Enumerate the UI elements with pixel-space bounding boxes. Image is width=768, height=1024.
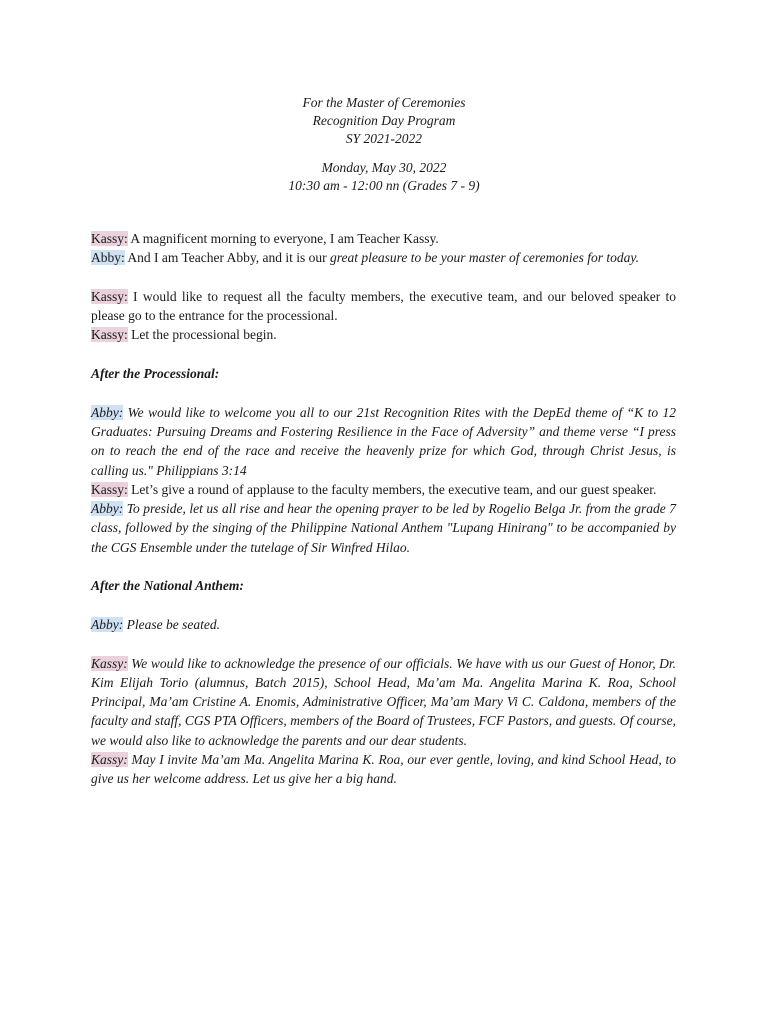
speaker-abby-label: Abby: <box>91 404 124 420</box>
script-line <box>91 287 676 326</box>
speaker-abby-label: Abby: <box>91 250 125 266</box>
section-heading-processional: After the Processional: <box>91 366 220 382</box>
program-header <box>0 94 768 195</box>
speaker-kassy-label: Kassy: <box>91 655 128 671</box>
line-text: Let’s give a round of applause to the faculty members, the executive team, and our guest speaker. <box>127 481 657 497</box>
speaker-abby-label: Abby: <box>91 501 124 517</box>
speaker-kassy-label: Kassy: <box>91 231 128 246</box>
line-text: To preside, let us all rise and hear the opening prayer to be led by Rogelio Belga Jr. from the grade 7 class, followed by the singing of the Philippine National Anthem "Lupang Hinirang" to be accompanied by the CGS Ensemble under the tutelage of Sir Winfred Hilao. <box>91 501 676 555</box>
line-text: I would like to request all the faculty members, the executive team, and our beloved speaker to please go to the entrance for the processional. <box>91 288 676 324</box>
line-text: And I am Teacher Abby, and it is our <box>124 250 331 266</box>
script-line <box>91 325 676 344</box>
script-body <box>91 229 676 789</box>
script-line <box>91 480 676 499</box>
script-line <box>91 229 676 248</box>
line-text: May I invite Ma’am Ma. Angelita Marina K. Roa, our ever gentle, loving, and kind School Head, to give us her welcome address. Let us give her a big hand. <box>91 752 676 787</box>
script-line <box>91 615 676 634</box>
line-text: A magnificent morning to everyone, I am Teacher Kassy. <box>127 231 439 246</box>
speaker-kassy-label: Kassy: <box>91 752 128 768</box>
script-line <box>91 248 676 267</box>
speaker-abby-label: Abby: <box>91 616 124 632</box>
speaker-kassy-label: Kassy: <box>91 327 128 343</box>
section-heading-national-anthem: After the National Anthem: <box>91 578 244 594</box>
header-program: Recognition Day Program <box>312 113 456 128</box>
header-school-year: SY 2021-2022 <box>345 131 423 146</box>
script-line <box>91 499 676 557</box>
line-text: Let the processional begin. <box>127 327 277 343</box>
line-text: We would like to welcome you all to our 21st Recognition Rites with the DepEd theme of “K to 12 Graduates: Pursuing Dreams and Fostering Resilience in the Face of Adversity” and theme verse “I press on to reach the end of the race and receive the heavenly prize for which God, through Christ Jesus, is calling us." Philippians 3:14 <box>91 404 676 478</box>
script-line <box>91 654 676 750</box>
line-text: We would like to acknowledge the presence of our officials. We have with us our Guest of Honor, Dr. Kim Elijah Torio (alumnus, Batch 2015), School Head, Ma’am Ma. Angelita Marina K. Roa, School Principal, Ma’am Cristine A. Enomis, Administrative Officer, Ma’am Mary Vi C. Caldona, members of the faculty and staff, CGS PTA Officers, members of the Board of Trustees, FCF Pastors, and guests. Of course, we would also like to acknowledge the parents and our dear students. <box>91 655 676 748</box>
header-date: Monday, May 30, 2022 <box>321 160 447 175</box>
header-time: 10:30 am - 12:00 nn (Grades 7 - 9) <box>288 178 480 193</box>
header-title: For the Master of Ceremonies <box>302 95 466 110</box>
line-text: Please be seated. <box>123 616 220 632</box>
speaker-kassy-label: Kassy: <box>91 481 128 497</box>
script-line <box>91 403 676 480</box>
speaker-kassy-label: Kassy: <box>91 288 128 304</box>
line-text-italic: great pleasure to be your master of ceremonies for today. <box>330 250 639 266</box>
script-line <box>91 750 676 789</box>
